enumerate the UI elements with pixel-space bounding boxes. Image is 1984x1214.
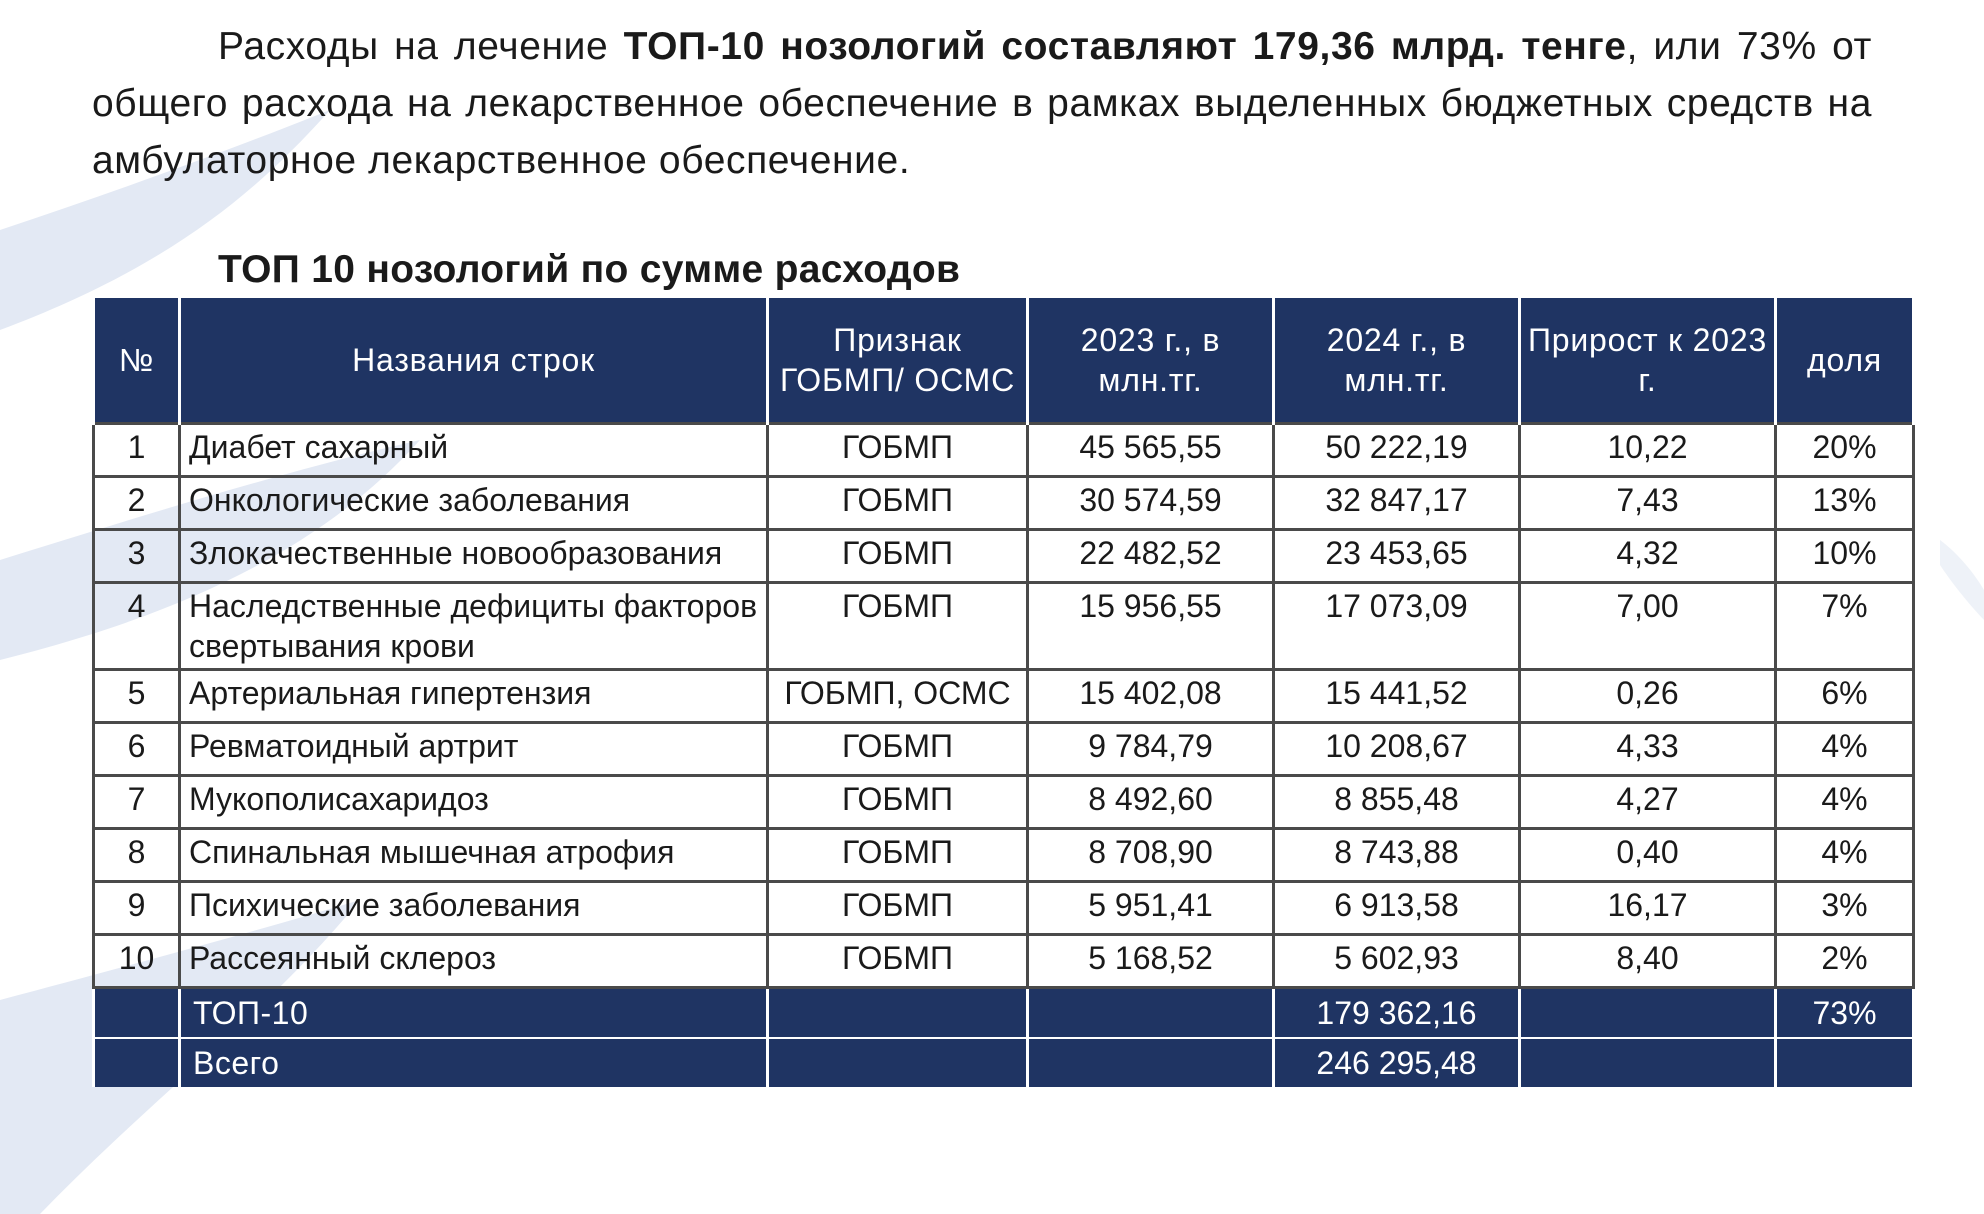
row-sign: ГОБМП — [768, 583, 1028, 670]
row-name: Спинальная мышечная атрофия — [180, 829, 768, 882]
header-2023: 2023 г., в млн.тг. — [1028, 298, 1274, 424]
header-share: доля — [1776, 298, 1914, 424]
row-sign: ГОБМП — [768, 723, 1028, 776]
row-number: 8 — [94, 829, 180, 882]
total-row-top10 — [94, 988, 1914, 1039]
row-2024: 8 743,88 — [1274, 829, 1520, 882]
row-share: 20% — [1776, 424, 1914, 477]
row-number: 10 — [94, 935, 180, 988]
row-2024: 8 855,48 — [1274, 776, 1520, 829]
table-row — [94, 723, 1914, 776]
row-2024: 50 222,19 — [1274, 424, 1520, 477]
row-number: 9 — [94, 882, 180, 935]
row-growth: 0,26 — [1520, 670, 1776, 723]
row-2023: 15 956,55 — [1028, 583, 1274, 670]
total-all-growth — [1520, 1038, 1776, 1087]
row-number: 4 — [94, 583, 180, 670]
total-top10-2023 — [1028, 988, 1274, 1039]
intro-text-start: Расходы на лечение — [218, 25, 624, 68]
row-2023: 9 784,79 — [1028, 723, 1274, 776]
row-name: Злокачественные новообразования — [180, 530, 768, 583]
row-share: 6% — [1776, 670, 1914, 723]
row-name: Рассеянный склероз — [180, 935, 768, 988]
row-2024: 23 453,65 — [1274, 530, 1520, 583]
row-2024: 17 073,09 — [1274, 583, 1520, 670]
total-all-2023 — [1028, 1038, 1274, 1087]
total-top10-share: 73% — [1776, 988, 1914, 1039]
row-sign: ГОБМП — [768, 776, 1028, 829]
header-2024: 2024 г., в млн.тг. — [1274, 298, 1520, 424]
row-name: Онкологические заболевания — [180, 477, 768, 530]
row-share: 4% — [1776, 776, 1914, 829]
row-share: 3% — [1776, 882, 1914, 935]
header-name: Названия строк — [180, 298, 768, 424]
total-all-num — [94, 1038, 180, 1087]
row-name: Ревматоидный артрит — [180, 723, 768, 776]
table-row — [94, 583, 1914, 670]
row-name: Мукополисахаридоз — [180, 776, 768, 829]
row-sign: ГОБМП, ОСМС — [768, 670, 1028, 723]
table-row — [94, 776, 1914, 829]
row-growth: 16,17 — [1520, 882, 1776, 935]
table-row — [94, 477, 1914, 530]
row-2023: 15 402,08 — [1028, 670, 1274, 723]
total-all-sign — [768, 1038, 1028, 1087]
row-2024: 6 913,58 — [1274, 882, 1520, 935]
table-row — [94, 670, 1914, 723]
row-2024: 15 441,52 — [1274, 670, 1520, 723]
row-2024: 32 847,17 — [1274, 477, 1520, 530]
header-sign: Признак ГОБМП/ ОСМС — [768, 298, 1028, 424]
total-top10-2024: 179 362,16 — [1274, 988, 1520, 1039]
row-growth: 4,32 — [1520, 530, 1776, 583]
row-growth: 4,27 — [1520, 776, 1776, 829]
row-share: 7% — [1776, 583, 1914, 670]
row-sign: ГОБМП — [768, 935, 1028, 988]
table-header-row — [94, 298, 1914, 424]
row-name: Артериальная гипертензия — [180, 670, 768, 723]
row-2023: 22 482,52 — [1028, 530, 1274, 583]
table-title: ТОП 10 нозологий по сумме расходов — [218, 248, 961, 291]
row-2024: 10 208,67 — [1274, 723, 1520, 776]
row-share: 2% — [1776, 935, 1914, 988]
row-2024: 5 602,93 — [1274, 935, 1520, 988]
row-2023: 8 492,60 — [1028, 776, 1274, 829]
row-2023: 5 168,52 — [1028, 935, 1274, 988]
row-name: Наследственные дефициты факторов свертывания крови — [180, 583, 768, 670]
row-sign: ГОБМП — [768, 530, 1028, 583]
row-growth: 0,40 — [1520, 829, 1776, 882]
header-growth: Прирост к 2023 г. — [1520, 298, 1776, 424]
row-growth: 10,22 — [1520, 424, 1776, 477]
total-row-all — [94, 1038, 1914, 1087]
row-sign: ГОБМП — [768, 424, 1028, 477]
row-share: 4% — [1776, 829, 1914, 882]
row-growth: 7,43 — [1520, 477, 1776, 530]
row-share: 10% — [1776, 530, 1914, 583]
table-row — [94, 935, 1914, 988]
table-row — [94, 424, 1914, 477]
header-num: № — [94, 298, 180, 424]
row-number: 5 — [94, 670, 180, 723]
table-row — [94, 530, 1914, 583]
intro-text-end: , или 73% от общего расхода на лекарственное обеспечение в рамках выделенных бюджетных средств на амбулаторное лекарственное обеспечение. — [92, 25, 1873, 182]
total-top10-sign — [768, 988, 1028, 1039]
total-all-share — [1776, 1038, 1914, 1087]
row-2023: 45 565,55 — [1028, 424, 1274, 477]
table-row — [94, 882, 1914, 935]
row-share: 4% — [1776, 723, 1914, 776]
row-name: Диабет сахарный — [180, 424, 768, 477]
nosology-table — [92, 298, 1915, 1087]
row-growth: 7,00 — [1520, 583, 1776, 670]
row-number: 2 — [94, 477, 180, 530]
row-sign: ГОБМП — [768, 882, 1028, 935]
row-growth: 8,40 — [1520, 935, 1776, 988]
total-top10-growth — [1520, 988, 1776, 1039]
row-number: 1 — [94, 424, 180, 477]
intro-paragraph — [92, 18, 1872, 189]
row-growth: 4,33 — [1520, 723, 1776, 776]
row-number: 3 — [94, 530, 180, 583]
total-top10-num — [94, 988, 180, 1039]
intro-bold-text: ТОП-10 нозологий составляют 179,36 млрд. тенге — [623, 25, 1627, 68]
row-number: 6 — [94, 723, 180, 776]
total-all-label: Всего — [180, 1038, 768, 1087]
row-sign: ГОБМП — [768, 477, 1028, 530]
row-2023: 30 574,59 — [1028, 477, 1274, 530]
row-share: 13% — [1776, 477, 1914, 530]
total-top10-label: ТОП-10 — [180, 988, 768, 1039]
row-2023: 8 708,90 — [1028, 829, 1274, 882]
row-2023: 5 951,41 — [1028, 882, 1274, 935]
total-all-2024: 246 295,48 — [1274, 1038, 1520, 1087]
table-row — [94, 829, 1914, 882]
row-number: 7 — [94, 776, 180, 829]
row-name: Психические заболевания — [180, 882, 768, 935]
row-sign: ГОБМП — [768, 829, 1028, 882]
